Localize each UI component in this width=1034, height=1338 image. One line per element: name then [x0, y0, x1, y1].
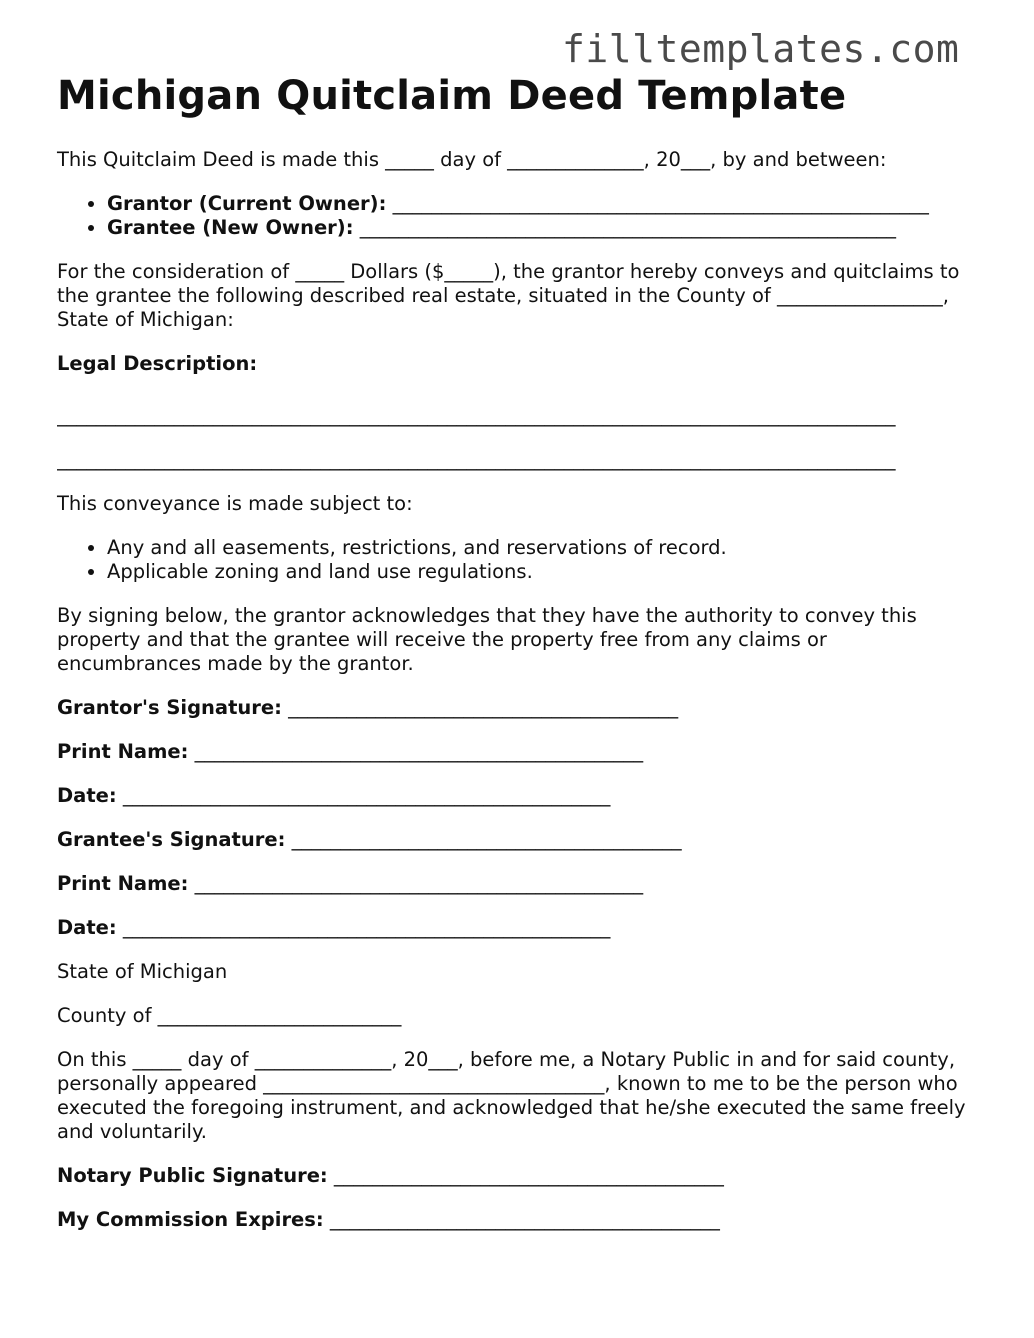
grantee-signature-row — [57, 828, 997, 852]
grantor-date-blank[interactable]: __________________________________________________ — [116, 784, 611, 807]
watermark: filltemplates.com — [562, 27, 960, 71]
legal-description-line[interactable]: ______________________________________________________________________________________ — [57, 404, 896, 427]
list-item — [107, 216, 997, 240]
list-item: • Applicable zoning and land use regulations. — [107, 560, 997, 584]
notary-signature-row — [57, 1164, 997, 1188]
grantor-signature-blank[interactable]: ________________________________________ — [281, 696, 679, 719]
grantor-label: Grantor (Current Owner): — [107, 192, 387, 215]
legal-description-label: Legal Description: — [57, 352, 258, 375]
consideration-paragraph: For the consideration of _____ Dollars ($_____), the grantor hereby conveys and quitclaims to the grantee the following described real estate, situated in the County of _________________, State of Michigan: — [57, 260, 960, 331]
grantor-print-name-blank[interactable]: ______________________________________________ — [188, 740, 644, 763]
notary-signature-label: Notary Public Signature: — [57, 1164, 328, 1187]
grantee-label: Grantee (New Owner): — [107, 216, 354, 239]
commission-expires-label: My Commission Expires: — [57, 1208, 324, 1231]
deed-document — [57, 72, 997, 1232]
grantee-print-name-blank[interactable]: ______________________________________________ — [188, 872, 644, 895]
grantee-signature-blank[interactable]: ________________________________________ — [285, 828, 682, 851]
legal-description-line[interactable]: ______________________________________________________________________________________ — [57, 448, 896, 471]
grantee-print-name-row — [57, 872, 997, 896]
notary-statement: On this _____ day of ______________, 20___, before me, a Notary Public in and for said county, personally appeared ___________________________________, known to me to be the person who executed the foregoing instrument, and acknowledged that he/she executed the same freely and voluntarily. — [57, 1048, 966, 1143]
grantee-print-name-label: Print Name: — [57, 872, 189, 895]
notary-signature-blank[interactable]: ________________________________________ — [327, 1164, 724, 1187]
grantor-print-name-row — [57, 740, 997, 764]
grantor-signature-label: Grantor's Signature: — [57, 696, 282, 719]
list-item — [107, 192, 997, 216]
grantor-blank[interactable]: _______________________________________________________ — [386, 192, 929, 215]
grantee-blank[interactable]: _______________________________________________________ — [353, 216, 896, 239]
grantee-date-label: Date: — [57, 916, 117, 939]
grantee-date-blank[interactable]: __________________________________________________ — [116, 916, 611, 939]
notary-county: County of _________________________ — [57, 1004, 402, 1027]
commission-expires-blank[interactable]: ________________________________________ — [323, 1208, 720, 1231]
acknowledgement-paragraph: By signing below, the grantor acknowledges that they have the authority to convey this property and that the grantee will receive the property free from any claims or encumbrances made by the grantor. — [57, 604, 917, 675]
intro-paragraph: This Quitclaim Deed is made this _____ day of ______________, 20___, by and between: — [57, 148, 887, 171]
parties-list — [57, 192, 997, 240]
grantor-date-row — [57, 784, 997, 808]
notary-state: State of Michigan — [57, 960, 228, 983]
grantor-date-label: Date: — [57, 784, 117, 807]
grantee-date-row — [57, 916, 997, 940]
subject-intro: This conveyance is made subject to: — [57, 492, 413, 515]
grantor-signature-row — [57, 696, 997, 720]
list-item: • Any and all easements, restrictions, and reservations of record. — [107, 536, 997, 560]
subject-list — [57, 536, 997, 584]
page-title: Michigan Quitclaim Deed Template — [57, 73, 847, 119]
grantee-signature-label: Grantee's Signature: — [57, 828, 286, 851]
grantor-print-name-label: Print Name: — [57, 740, 189, 763]
commission-expires-row — [57, 1208, 997, 1232]
